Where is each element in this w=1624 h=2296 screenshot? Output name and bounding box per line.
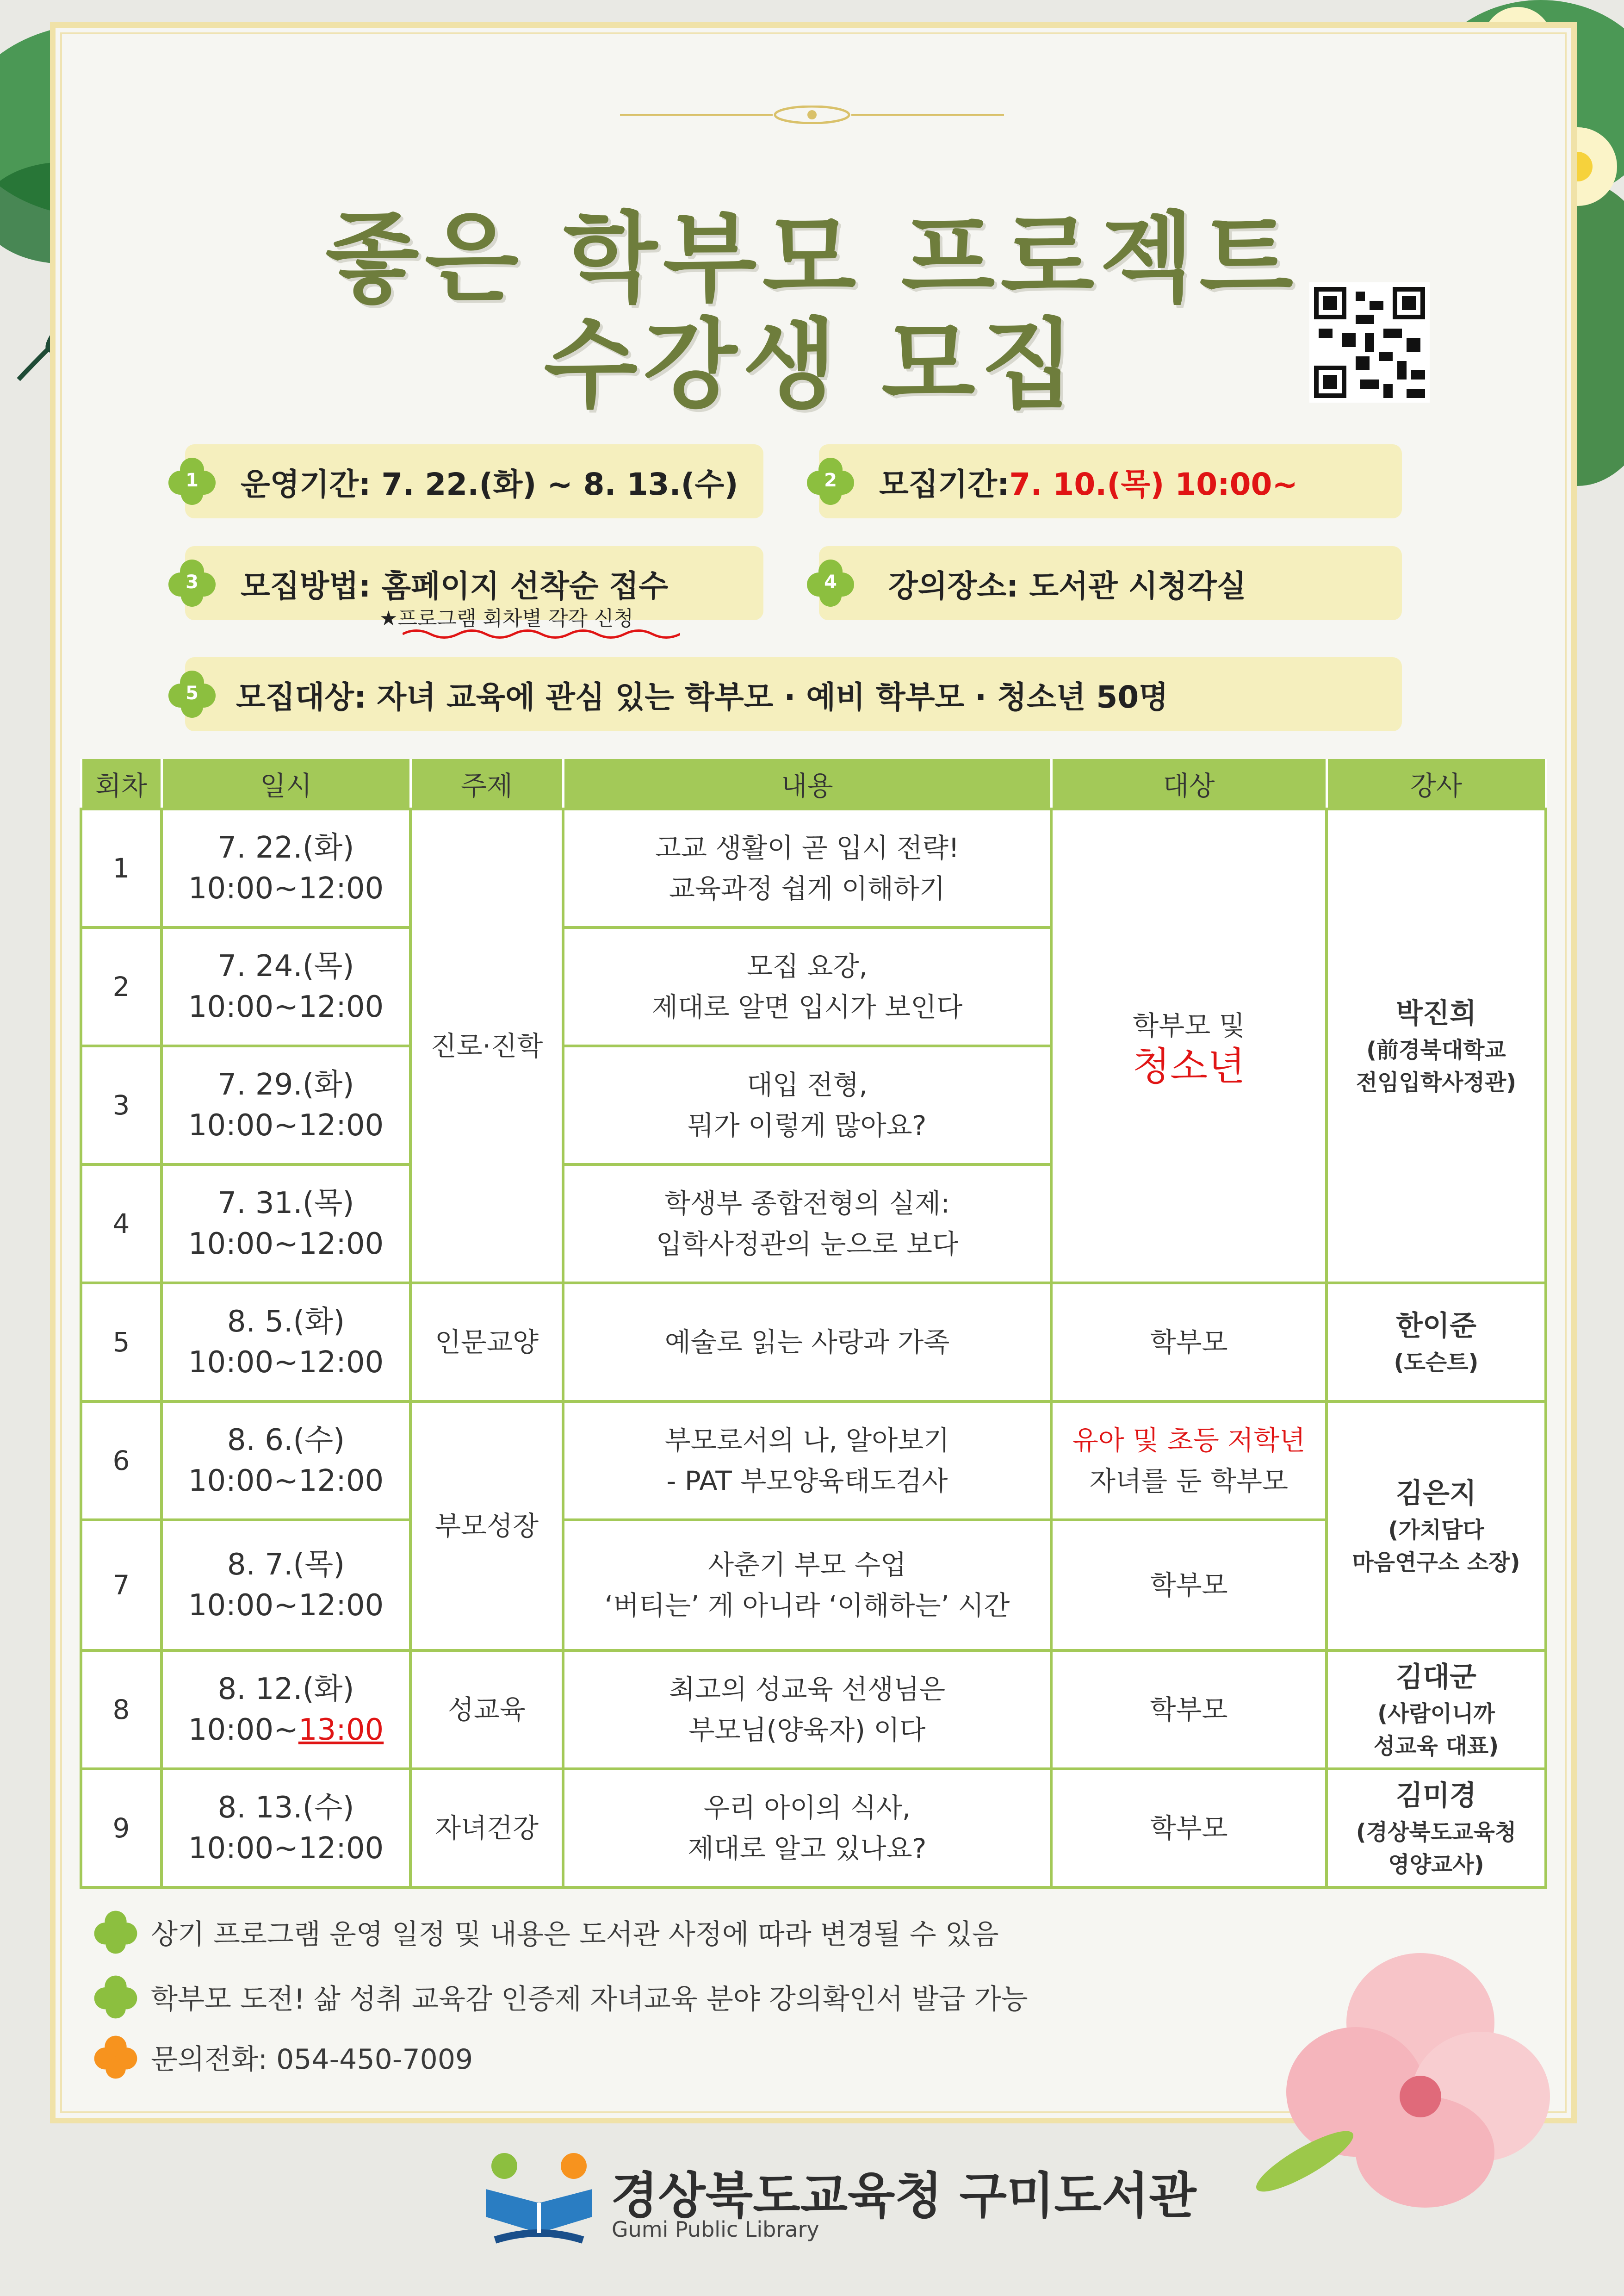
content-line: ‘버티는’ 게 아니라 ‘이해하는’ 시간 bbox=[604, 1590, 1010, 1621]
topic-cell: 진로·진학 bbox=[410, 809, 563, 1283]
table-row bbox=[81, 809, 1546, 927]
info-location bbox=[819, 546, 1402, 620]
session-datetime bbox=[161, 1283, 410, 1401]
content-line: 부모님(양육자) 이다 bbox=[688, 1714, 926, 1746]
content-cell bbox=[563, 1769, 1051, 1887]
session-date: 8. 7.(목) bbox=[227, 1548, 345, 1582]
session-datetime bbox=[161, 1164, 410, 1283]
session-date: 8. 12.(화) bbox=[217, 1672, 354, 1706]
lecturer-name: 김미경 bbox=[1396, 1780, 1476, 1812]
session-time-end-highlight: 13:00 bbox=[298, 1713, 384, 1747]
lecturer-cell bbox=[1326, 1283, 1546, 1401]
session-number: 1 bbox=[81, 809, 161, 927]
info-label: 모집방법: 홈페이지 선착순 접수 bbox=[241, 568, 669, 604]
content-cell bbox=[563, 927, 1051, 1046]
content-line: 입학사정관의 눈으로 보다 bbox=[656, 1228, 959, 1260]
content-line: 뭐가 이렇게 많아요? bbox=[688, 1110, 927, 1141]
lecturer-cell bbox=[1326, 809, 1546, 1283]
clover-number: 1 bbox=[186, 470, 198, 491]
lecturer-title: 영양교사) bbox=[1388, 1852, 1484, 1878]
lecturer-title: (도슨트) bbox=[1394, 1350, 1479, 1375]
clover-icon bbox=[93, 1909, 139, 1955]
info-recruit-period bbox=[819, 444, 1402, 518]
column-header: 회차 bbox=[81, 759, 161, 809]
content-line: 사춘기 부모 수업 bbox=[707, 1549, 907, 1580]
target-cell: 학부모 bbox=[1051, 1283, 1326, 1401]
footer-note-text: 상기 프로그램 운영 일정 및 내용은 도서관 사정에 따라 변경될 수 있음 bbox=[151, 1918, 999, 1951]
session-datetime bbox=[161, 927, 410, 1046]
lecturer-name: 박진희 bbox=[1396, 997, 1476, 1030]
lecturer-cell bbox=[1326, 1401, 1546, 1650]
session-time: 10:00~12:00 bbox=[188, 990, 384, 1024]
lecturer-cell bbox=[1326, 1650, 1546, 1769]
clover-icon bbox=[805, 456, 856, 507]
lecturer-title: (경상북도교육청 bbox=[1356, 1819, 1517, 1845]
session-time: 10:00~12:00 bbox=[188, 1464, 384, 1498]
content-line: 학생부 종합전형의 실제: bbox=[664, 1188, 950, 1219]
session-datetime bbox=[161, 809, 410, 927]
session-number: 8 bbox=[81, 1650, 161, 1769]
content-cell bbox=[563, 1164, 1051, 1283]
session-time-start: 10:00~ bbox=[188, 1713, 298, 1747]
session-datetime bbox=[161, 1401, 410, 1520]
content-line: - PAT 부모양육태도검사 bbox=[666, 1465, 948, 1497]
topic-cell: 성교육 bbox=[410, 1650, 563, 1769]
session-datetime bbox=[161, 1520, 410, 1650]
info-operation-period bbox=[185, 444, 763, 518]
session-time: 10:00~12:00 bbox=[188, 1345, 384, 1380]
content-cell bbox=[563, 1401, 1051, 1520]
content-cell bbox=[563, 1046, 1051, 1164]
target-line-highlight: 유아 및 초등 저학년 bbox=[1072, 1425, 1306, 1456]
qr-code[interactable] bbox=[1309, 282, 1430, 403]
session-date: 8. 13.(수) bbox=[217, 1791, 354, 1825]
content-line: 모집 요강, bbox=[747, 951, 868, 982]
session-time: 10:00~12:00 bbox=[188, 1588, 384, 1623]
clover-icon bbox=[93, 1974, 139, 2020]
info-highlight: 7. 10.(목) 10:00~ bbox=[1009, 466, 1298, 502]
session-number: 2 bbox=[81, 927, 161, 1046]
content-cell: 예술로 읽는 사랑과 가족 bbox=[563, 1283, 1051, 1401]
content-line: 교육과정 쉽게 이해하기 bbox=[669, 873, 946, 904]
schedule-table bbox=[80, 759, 1547, 1889]
info-target bbox=[185, 657, 1402, 731]
table-row bbox=[81, 1283, 1546, 1401]
session-date: 7. 29.(화) bbox=[217, 1068, 354, 1102]
library-logo bbox=[481, 2138, 1196, 2249]
orange-clover-icon bbox=[93, 2034, 139, 2080]
session-date: 7. 24.(목) bbox=[217, 949, 354, 983]
table-row bbox=[81, 1401, 1546, 1520]
session-datetime bbox=[161, 1046, 410, 1164]
session-number: 5 bbox=[81, 1283, 161, 1401]
content-line: 최고의 성교육 선생님은 bbox=[669, 1674, 946, 1705]
session-date: 8. 5.(화) bbox=[227, 1305, 345, 1339]
target-cell bbox=[1051, 1401, 1326, 1520]
clover-icon bbox=[167, 669, 217, 720]
lecturer-cell bbox=[1326, 1769, 1546, 1887]
info-label: 모집기간: bbox=[879, 466, 1010, 502]
session-number: 6 bbox=[81, 1401, 161, 1520]
session-number: 9 bbox=[81, 1769, 161, 1887]
target-line: 자녀를 둔 학부모 bbox=[1089, 1465, 1289, 1497]
lecturer-title: (가치담다 bbox=[1388, 1517, 1484, 1543]
target-line: 학부모 및 bbox=[1133, 1010, 1245, 1041]
table-row bbox=[81, 1650, 1546, 1769]
session-datetime bbox=[161, 1650, 410, 1769]
topic-cell: 인문교양 bbox=[410, 1283, 563, 1401]
session-time bbox=[163, 1710, 409, 1750]
clover-number: 4 bbox=[824, 572, 837, 593]
column-header: 내용 bbox=[563, 759, 1051, 809]
footer-note-change bbox=[93, 1909, 999, 1955]
clover-icon bbox=[167, 456, 217, 507]
pink-hibiscus-decoration bbox=[1249, 1921, 1573, 2226]
lecturer-title: 성교육 대표) bbox=[1373, 1733, 1499, 1759]
content-line: 고교 생활이 곧 입시 전략! bbox=[655, 832, 960, 864]
content-cell bbox=[563, 1520, 1051, 1650]
target-cell bbox=[1051, 809, 1326, 1283]
session-time: 10:00~12:00 bbox=[188, 871, 384, 906]
table-row bbox=[81, 1769, 1546, 1887]
lecturer-title: 전임입학사정관) bbox=[1356, 1070, 1517, 1095]
clover-icon bbox=[805, 558, 856, 609]
lecturer-title: 마음연구소 소장) bbox=[1352, 1549, 1520, 1575]
topic-cell: 부모성장 bbox=[410, 1401, 563, 1650]
note-red-underline bbox=[403, 625, 680, 643]
target-cell: 학부모 bbox=[1051, 1650, 1326, 1769]
column-header: 대상 bbox=[1051, 759, 1326, 809]
topic-cell: 자녀건강 bbox=[410, 1769, 563, 1887]
lecturer-name: 김은지 bbox=[1396, 1477, 1476, 1510]
lecturer-title: (사람이니까 bbox=[1377, 1701, 1495, 1727]
session-date: 7. 31.(목) bbox=[217, 1186, 354, 1220]
column-header: 강사 bbox=[1326, 759, 1546, 809]
session-number: 3 bbox=[81, 1046, 161, 1164]
session-time: 10:00~12:00 bbox=[188, 1227, 384, 1261]
content-line: 우리 아이의 식사, bbox=[703, 1792, 911, 1823]
lecturer-name: 김대군 bbox=[1396, 1661, 1476, 1693]
column-header: 주제 bbox=[410, 759, 563, 809]
target-cell: 학부모 bbox=[1051, 1520, 1326, 1650]
content-line: 제대로 알면 입시가 보인다 bbox=[651, 991, 963, 1023]
info-label: 운영기간: 7. 22.(화) ~ 8. 13.(수) bbox=[241, 466, 738, 502]
session-time: 10:00~12:00 bbox=[188, 1831, 384, 1866]
lecturer-title: (前경북대학교 bbox=[1366, 1037, 1506, 1063]
target-cell: 학부모 bbox=[1051, 1769, 1326, 1887]
library-name: 경상북도교육청 구미도서관 bbox=[611, 2167, 1196, 2224]
info-note: ★프로그램 회차별 각각 신청 bbox=[379, 607, 633, 630]
footer-note-certificate bbox=[93, 1974, 1028, 2020]
page-title-line2: 수강생 모집 bbox=[544, 308, 1080, 422]
contact-phone: 문의전화: 054-450-7009 bbox=[151, 2043, 473, 2076]
session-number: 7 bbox=[81, 1520, 161, 1650]
session-date: 7. 22.(화) bbox=[217, 831, 354, 865]
session-number: 4 bbox=[81, 1164, 161, 1283]
table-row bbox=[81, 1520, 1546, 1650]
content-line: 제대로 알고 있나요? bbox=[688, 1833, 927, 1864]
clover-number: 3 bbox=[186, 572, 198, 593]
footer-contact bbox=[93, 2034, 473, 2080]
library-logo-icon bbox=[481, 2147, 597, 2249]
clover-icon bbox=[167, 558, 217, 609]
footer-note-text: 학부모 도전! 삶 성취 교육감 인증제 자녀교육 분야 강의확인서 발급 가능 bbox=[151, 1983, 1028, 2016]
page-title-line1: 좋은 학부모 프로젝트 bbox=[325, 202, 1299, 315]
library-name-english: Gumi Public Library bbox=[612, 2217, 819, 2242]
content-line: 부모로서의 나, 알아보기 bbox=[664, 1425, 950, 1456]
target-line-highlight: 청소년 bbox=[1132, 1044, 1246, 1089]
content-line: 대입 전형, bbox=[747, 1069, 868, 1101]
clover-number: 2 bbox=[824, 470, 837, 491]
session-date: 8. 6.(수) bbox=[227, 1423, 345, 1457]
content-cell bbox=[563, 809, 1051, 927]
lecturer-name: 한이준 bbox=[1396, 1310, 1476, 1342]
session-datetime bbox=[161, 1769, 410, 1887]
session-time: 10:00~12:00 bbox=[188, 1108, 384, 1143]
table-header-row bbox=[81, 759, 1546, 809]
content-cell bbox=[563, 1650, 1051, 1769]
clover-number: 5 bbox=[186, 683, 198, 704]
info-label: 강의장소: 도서관 시청각실 bbox=[888, 568, 1246, 604]
column-header: 일시 bbox=[161, 759, 410, 809]
info-label: 모집대상: 자녀 교육에 관심 있는 학부모 · 예비 학부모 · 청소년 50명 bbox=[236, 679, 1169, 715]
ornament-divider bbox=[620, 106, 1004, 124]
